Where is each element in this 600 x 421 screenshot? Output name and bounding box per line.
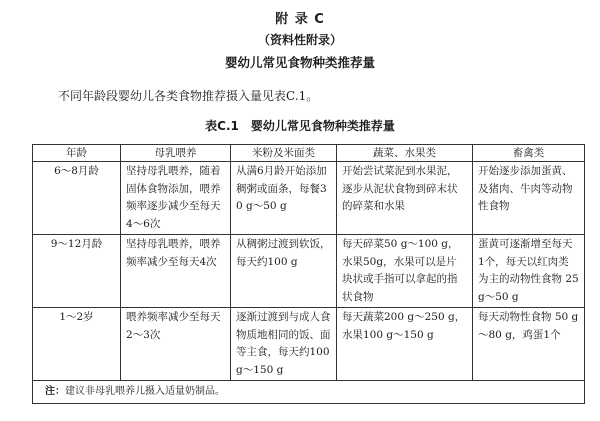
table-caption: 表C.1 婴幼儿常见食物种类推荐量 — [205, 119, 395, 133]
appendix-title: 附 录 C — [275, 12, 325, 27]
cell-vegetables-fruits: 每天碎菜50 g～100 g，水果50g，水果可以是片块状或手指可以拿起的指状食物 — [337, 235, 473, 308]
header-meat-poultry: 畜禽类 — [473, 145, 585, 162]
table-row — [33, 235, 585, 308]
cell-meat-poultry: 每天动物性食物 50 g～80 g，鸡蛋1个 — [473, 308, 585, 381]
cell-rice-flour: 从稠粥过渡到软饭，每天约100 g — [231, 235, 337, 308]
note-text: 建议非母乳喂养儿摄入适量奶制品。 — [65, 386, 225, 397]
cell-rice-flour: 逐渐过渡到与成人食物质地相同的饭、面等主食，每天约100 g～150 g — [231, 308, 337, 381]
header-age: 年龄 — [33, 145, 121, 162]
table-note — [33, 381, 585, 404]
cell-age: 9～12月龄 — [33, 235, 121, 308]
header-rice-flour: 米粉及米面类 — [231, 145, 337, 162]
note-label: 注： — [45, 386, 65, 397]
cell-meat-poultry: 开始逐步添加蛋黄、及猪肉、牛肉等动物性食物 — [473, 162, 585, 235]
table-row — [33, 162, 585, 235]
cell-breastfeeding: 坚持母乳喂养，喂养频率减少至每天4次 — [121, 235, 231, 308]
table-row — [33, 308, 585, 381]
appendix-heading: 婴幼儿常见食物种类推荐量 — [224, 55, 375, 70]
cell-meat-poultry: 蛋黄可逐渐增至每天1个，每天以红肉类为主的动物性食物 25 g～50 g — [473, 235, 585, 308]
cell-rice-flour: 从满6月龄开始添加稠粥或面条，每餐30 g～50 g — [231, 162, 337, 235]
cell-age: 1～2岁 — [33, 308, 121, 381]
header-breastfeeding: 母乳喂养 — [121, 145, 231, 162]
intro-paragraph: 不同年龄段婴幼儿各类食物推荐摄入量见表C.1。 — [58, 89, 319, 103]
cell-breastfeeding: 坚持母乳喂养，随着固体食物添加，喂养频率逐步减少至每天4～6次 — [121, 162, 231, 235]
food-recommendation-table — [32, 144, 585, 404]
cell-vegetables-fruits: 每天蔬菜200 g～250 g，水果100 g～150 g — [337, 308, 473, 381]
table-note-row — [33, 381, 585, 404]
cell-age: 6～8月龄 — [33, 162, 121, 235]
cell-breastfeeding: 喂养频率减少至每天2～3次 — [121, 308, 231, 381]
cell-vegetables-fruits: 开始尝试菜泥到水果泥，逐步从泥状食物到碎末状的碎菜和水果 — [337, 162, 473, 235]
appendix-subtitle: （资料性附录） — [257, 33, 342, 47]
table-header-row — [33, 145, 585, 162]
header-vegetables-fruits: 蔬菜、水果类 — [337, 145, 473, 162]
